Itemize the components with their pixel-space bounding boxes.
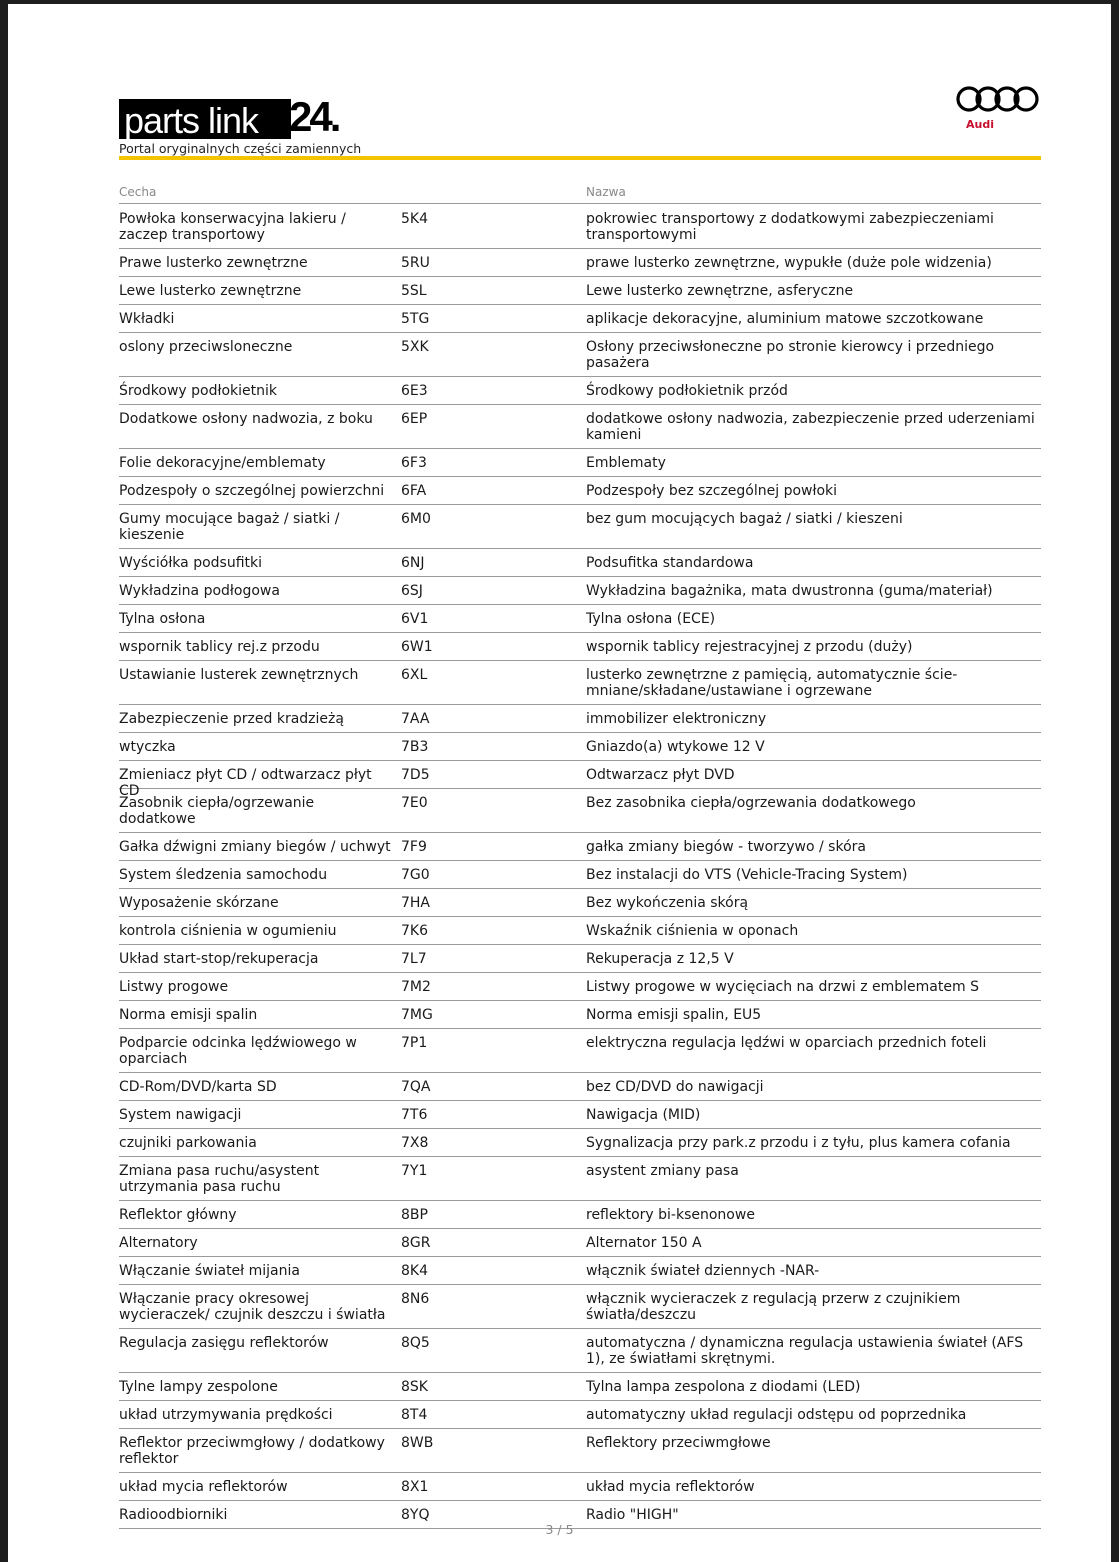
feature-cell: Zasobnik ciepła/ogrzewanie dodatkowe: [119, 795, 315, 827]
table-row: [119, 1285, 1041, 1329]
feature-cell: Włączanie świateł mijania: [119, 1263, 300, 1279]
name-cell: gałka zmiany biegów - tworzywo / skóra: [586, 839, 866, 855]
name-cell: Środkowy podłokietnik przód: [586, 383, 788, 399]
feature-cell: Wyposażenie skórzane: [119, 895, 279, 911]
feature-cell: CD-Rom/DVD/karta SD: [119, 1079, 277, 1095]
feature-cell: Gałka dźwigni zmiany biegów / uchwyt: [119, 839, 391, 855]
table-row: [119, 1329, 1041, 1373]
code-cell: 6E3: [401, 383, 428, 399]
feature-cell: Ustawianie lusterek zewnętrznych: [119, 667, 359, 683]
table-row: [119, 549, 1041, 577]
code-cell: 7T6: [401, 1107, 428, 1123]
code-cell: 5XK: [401, 339, 429, 355]
name-cell: Tylna osłona (ECE): [586, 611, 716, 627]
code-cell: 5RU: [401, 255, 430, 271]
code-cell: 6XL: [401, 667, 428, 683]
feature-cell: System śledzenia samochodu: [119, 867, 328, 883]
name-cell: Odtwarzacz płyt DVD: [586, 767, 735, 783]
feature-cell: czujniki parkowania: [119, 1135, 257, 1151]
table-row: [119, 1157, 1041, 1201]
name-cell: Reflektory przeciwmgłowe: [586, 1435, 771, 1451]
audi-logo: [952, 84, 1038, 134]
code-cell: 6W1: [401, 639, 433, 655]
document-page: [8, 4, 1111, 1562]
name-cell: Bez instalacji do VTS (Vehicle-Tracing System): [586, 867, 908, 883]
table-row: [119, 945, 1041, 973]
code-cell: 8N6: [401, 1291, 430, 1307]
audi-brand-label: Audi: [966, 118, 994, 131]
feature-cell: Gumy mocujące bagaż / siatki / kieszenie: [119, 511, 340, 543]
table-row: [119, 1129, 1041, 1157]
name-cell: Tylna lampa zespolona z diodami (LED): [586, 1379, 861, 1395]
code-cell: 8GR: [401, 1235, 431, 1251]
code-cell: 7HA: [401, 895, 431, 911]
feature-cell: wspornik tablicy rej.z przodu: [119, 639, 320, 655]
table-row: [119, 305, 1041, 333]
code-cell: 8SK: [401, 1379, 428, 1395]
table-row: [119, 861, 1041, 889]
name-cell: Podsufitka standardowa: [586, 555, 754, 571]
feature-cell: układ utrzymywania prędkości: [119, 1407, 333, 1423]
audi-rings-icon: [956, 84, 1040, 114]
logo-number: [289, 93, 338, 141]
table-row: [119, 1073, 1041, 1101]
code-cell: 8WB: [401, 1435, 434, 1451]
table-row: [119, 661, 1041, 705]
name-cell: aplikacje dekoracyjne, aluminium matowe szczotkowane: [586, 311, 984, 327]
code-cell: 8YQ: [401, 1507, 430, 1523]
name-cell: Bez zasobnika ciepła/ogrzewania dodatkowego: [586, 795, 916, 811]
feature-cell: Zabezpieczenie przed kradzieżą: [119, 711, 344, 727]
feature-cell: kontrola ciśnienia w ogumieniu: [119, 923, 337, 939]
feature-cell: Prawe lusterko zewnętrzne: [119, 255, 308, 271]
code-cell: 7M2: [401, 979, 431, 995]
code-cell: 7MG: [401, 1007, 433, 1023]
name-cell: Emblematy: [586, 455, 666, 471]
feature-table: [119, 205, 1041, 1529]
column-header-feature: Cecha: [119, 185, 157, 199]
feature-cell: Norma emisji spalin: [119, 1007, 258, 1023]
code-cell: 5SL: [401, 283, 427, 299]
table-row: [119, 889, 1041, 917]
table-row: [119, 1029, 1041, 1073]
table-row: [119, 1229, 1041, 1257]
name-cell: Radio "HIGH": [586, 1507, 679, 1523]
code-cell: 8Q5: [401, 1335, 430, 1351]
table-row: [119, 1101, 1041, 1129]
name-cell: Norma emisji spalin, EU5: [586, 1007, 762, 1023]
feature-cell: Regulacja zasięgu reflektorów: [119, 1335, 329, 1351]
table-row: [119, 973, 1041, 1001]
feature-cell: Tylne lampy zespolone: [119, 1379, 278, 1395]
code-cell: 6EP: [401, 411, 428, 427]
feature-cell: System nawigacji: [119, 1107, 242, 1123]
code-cell: 6SJ: [401, 583, 423, 599]
feature-cell: Tylna osłona: [119, 611, 206, 627]
table-row: [119, 577, 1041, 605]
code-cell: 5K4: [401, 211, 428, 227]
table-row: [119, 605, 1041, 633]
table-row: [119, 477, 1041, 505]
table-row: [119, 277, 1041, 305]
table-row: [119, 1257, 1041, 1285]
table-row: [119, 705, 1041, 733]
table-row: [119, 1473, 1041, 1501]
logo-number-text: 24: [289, 93, 330, 140]
code-cell: 8T4: [401, 1407, 428, 1423]
table-row: [119, 449, 1041, 477]
name-cell: Alternator 150 A: [586, 1235, 702, 1251]
code-cell: 7X8: [401, 1135, 429, 1151]
name-cell: elektryczna regulacja lędźwi w oparciach przednich foteli: [586, 1035, 987, 1051]
name-cell: dodatkowe osłony nadwozia, zabezpieczenie przed uderzeniami kamieni: [586, 411, 1035, 443]
code-cell: 7F9: [401, 839, 427, 855]
name-cell: Nawigacja (MID): [586, 1107, 701, 1123]
name-cell: Wskaźnik ciśnienia w oponach: [586, 923, 799, 939]
feature-cell: Podparcie odcinka lędźwiowego w oparciach: [119, 1035, 357, 1067]
feature-cell: Folie dekoracyjne/emblematy: [119, 455, 326, 471]
code-cell: 5TG: [401, 311, 430, 327]
table-row: [119, 1401, 1041, 1429]
table-row: [119, 1001, 1041, 1029]
table-row: [119, 761, 1041, 799]
table-row: [119, 1201, 1041, 1229]
feature-cell: Radioodbiorniki: [119, 1507, 228, 1523]
name-cell: automatyczny układ regulacji odstępu od poprzednika: [586, 1407, 967, 1423]
name-cell: prawe lusterko zewnętrzne, wypukłe (duże pole widzenia): [586, 255, 992, 271]
feature-cell: Reflektor główny: [119, 1207, 237, 1223]
name-cell: bez gum mocujących bagaż / siatki / kieszeni: [586, 511, 903, 527]
code-cell: 7L7: [401, 951, 427, 967]
code-cell: 7D5: [401, 767, 430, 783]
table-row: [119, 1429, 1041, 1473]
code-cell: 7Y1: [401, 1163, 428, 1179]
name-cell: Gniazdo(a) wtykowe 12 V: [586, 739, 765, 755]
table-row: [119, 505, 1041, 549]
feature-cell: Wkładki: [119, 311, 175, 327]
page-indicator: 3 / 5: [545, 1522, 574, 1537]
code-cell: 8BP: [401, 1207, 428, 1223]
column-header-name: Nazwa: [586, 185, 626, 199]
code-cell: 7P1: [401, 1035, 428, 1051]
logo-dot: .: [329, 93, 339, 140]
table-row: [119, 789, 1041, 833]
header-accent-rule: [119, 156, 1041, 160]
feature-cell: Zmieniacz płyt CD / odtwarzacz płyt CD: [119, 767, 372, 799]
feature-cell: Wyściółka podsufitki: [119, 555, 263, 571]
name-cell: reflektory bi-ksenonowe: [586, 1207, 755, 1223]
name-cell: bez CD/DVD do nawigacji: [586, 1079, 764, 1095]
feature-cell: Listwy progowe: [119, 979, 229, 995]
code-cell: 6F3: [401, 455, 427, 471]
feature-cell: Podzespoły o szczególnej powierzchni: [119, 483, 385, 499]
feature-cell: Układ start-stop/rekuperacja: [119, 951, 319, 967]
feature-cell: Wykładzina podłogowa: [119, 583, 280, 599]
feature-cell: Włączanie pracy okresowej wycieraczek/ czujnik deszczu i światła: [119, 1291, 386, 1323]
name-cell: wspornik tablicy rejestracyjnej z przodu (duży): [586, 639, 913, 655]
table-row: [119, 333, 1041, 377]
table-row: [119, 1373, 1041, 1401]
feature-cell: Reflektor przeciwmgłowy / dodatkowy reflektor: [119, 1435, 385, 1467]
code-cell: 7K6: [401, 923, 428, 939]
name-cell: lusterko zewnętrzne z pamięcią, automatycznie ście- mniane/składane/ustawiane i ogrzewane: [586, 667, 958, 699]
name-cell: Osłony przeciwsłoneczne po stronie kierowcy i przedniego pasażera: [586, 339, 995, 371]
name-cell: włącznik wycieraczek z regulacją przerw z czujnikiem światła/deszczu: [586, 1291, 961, 1323]
feature-cell: układ mycia reflektorów: [119, 1479, 288, 1495]
header-divider: [119, 203, 1041, 204]
code-cell: 6NJ: [401, 555, 425, 571]
name-cell: Rekuperacja z 12,5 V: [586, 951, 734, 967]
name-cell: immobilizer elektroniczny: [586, 711, 767, 727]
name-cell: pokrowiec transportowy z dodatkowymi zabezpieczeniami transportowymi: [586, 211, 994, 243]
feature-cell: Powłoka konserwacyjna lakieru / zaczep transportowy: [119, 211, 346, 243]
feature-cell: Alternatory: [119, 1235, 198, 1251]
name-cell: Bez wykończenia skórą: [586, 895, 749, 911]
code-cell: 8X1: [401, 1479, 429, 1495]
code-cell: 8K4: [401, 1263, 428, 1279]
code-cell: 7G0: [401, 867, 430, 883]
table-row: [119, 249, 1041, 277]
name-cell: Sygnalizacja przy park.z przodu i z tyłu, plus kamera cofania: [586, 1135, 1011, 1151]
code-cell: 7B3: [401, 739, 429, 755]
feature-cell: Zmiana pasa ruchu/asystent utrzymania pasa ruchu: [119, 1163, 320, 1195]
name-cell: automatyczna / dynamiczna regulacja ustawienia świateł (AFS 1), ze światłami skrętnymi.: [586, 1335, 1024, 1367]
table-row: [119, 733, 1041, 761]
code-cell: 7E0: [401, 795, 428, 811]
name-cell: układ mycia reflektorów: [586, 1479, 755, 1495]
name-cell: Lewe lusterko zewnętrzne, asferyczne: [586, 283, 854, 299]
code-cell: 7AA: [401, 711, 430, 727]
table-row: [119, 833, 1041, 861]
code-cell: 6V1: [401, 611, 429, 627]
table-row: [119, 377, 1041, 405]
table-row: [119, 405, 1041, 449]
name-cell: Podzespoły bez szczególnej powłoki: [586, 483, 838, 499]
name-cell: włącznik świateł dziennych -NAR-: [586, 1263, 820, 1279]
feature-cell: wtyczka: [119, 739, 176, 755]
portal-tagline: Portal oryginalnych części zamiennych: [119, 141, 362, 156]
table-row: [119, 205, 1041, 249]
code-cell: 6FA: [401, 483, 427, 499]
logo-text: parts link: [124, 100, 259, 141]
code-cell: 6M0: [401, 511, 431, 527]
feature-cell: Lewe lusterko zewnętrzne: [119, 283, 302, 299]
feature-cell: oslony przeciwsloneczne: [119, 339, 293, 355]
feature-cell: Dodatkowe osłony nadwozia, z boku: [119, 411, 373, 427]
logo-background: [119, 99, 291, 139]
code-cell: 7QA: [401, 1079, 431, 1095]
feature-cell: Środkowy podłokietnik: [119, 383, 277, 399]
name-cell: Listwy progowe w wycięciach na drzwi z emblematem S: [586, 979, 979, 995]
name-cell: asystent zmiany pasa: [586, 1163, 739, 1179]
table-row: [119, 917, 1041, 945]
name-cell: Wykładzina bagażnika, mata dwustronna (guma/materiał): [586, 583, 993, 599]
table-row: [119, 633, 1041, 661]
